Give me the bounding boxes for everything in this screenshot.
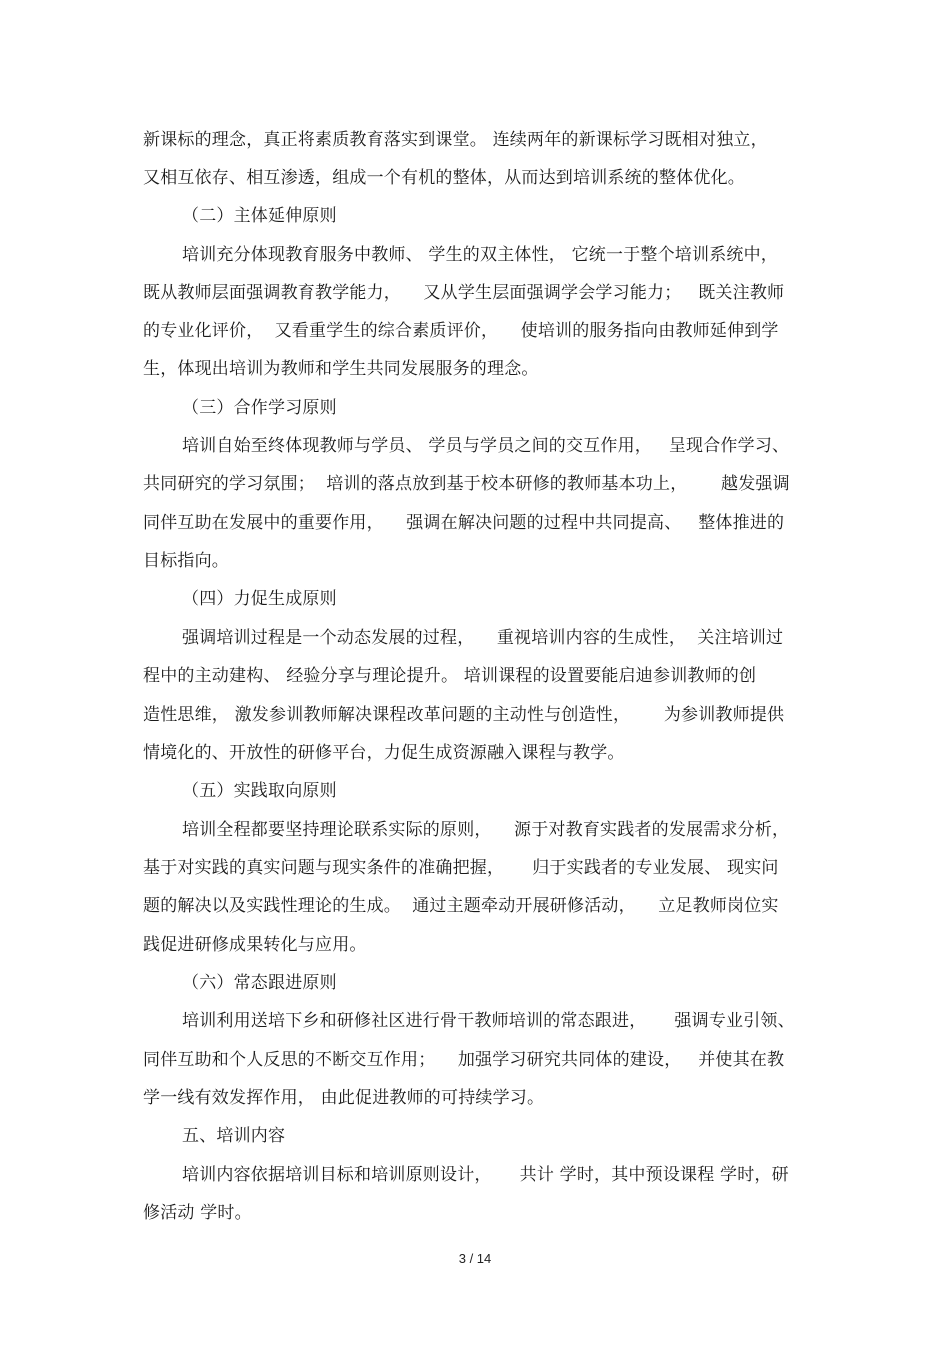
line-11: 同伴互助在发展中的重要作用， 强调在解决问题的过程中共同提高、 整体推进的 xyxy=(143,513,785,533)
line-20: 基于对实践的真实问题与现实条件的准确把握， 归于实践者的专业发展、 现实问 xyxy=(143,858,779,878)
line-16: 造性思维， 激发参训教师解决课程改革问题的主动性与创造性， 为参训教师提供 xyxy=(143,705,785,725)
line-26: 学一线有效发挥作用， 由此促进教师的可持续学习。 xyxy=(143,1088,545,1108)
line-14: 强调培训过程是一个动态发展的过程， 重视培训内容的生成性， 关注培训过 xyxy=(182,628,784,648)
line-12: 目标指向。 xyxy=(143,551,229,571)
heading-normal-follow-up: （六）常态跟进原则 xyxy=(182,973,337,993)
line-06: 的专业化评价， 又看重学生的综合素质评价， 使培训的服务指向由教师延伸到学 xyxy=(143,321,779,341)
heading-practice-orientation: （五）实践取向原则 xyxy=(182,781,337,801)
line-02: 又相互依存、相互渗透，组成一个有机的整体，从而达到培训系统的整体优化。 xyxy=(143,168,745,188)
page-number: 3 / 14 xyxy=(458,1251,492,1266)
heading-promote-generation: （四）力促生成原则 xyxy=(182,589,337,609)
line-29: 修活动 学时。 xyxy=(143,1203,252,1223)
line-15: 程中的主动建构、 经验分享与理论提升。 培训课程的设置要能启迪参训教师的创 xyxy=(143,666,757,686)
line-28: 培训内容依据培训目标和培训原则设计， 共计 学时，其中预设课程 学时，研 xyxy=(182,1165,789,1185)
section-heading-training-content: 五、培训内容 xyxy=(182,1126,286,1146)
line-17: 情境化的、开放性的研修平台，力促生成资源融入课程与教学。 xyxy=(143,743,625,763)
line-25: 同伴互助和个人反思的不断交互作用； 加强学习研究共同体的建设， 并使其在教 xyxy=(143,1050,785,1070)
line-07: 生，体现出培训为教师和学生共同发展服务的理念。 xyxy=(143,359,539,379)
line-24: 培训利用送培下乡和研修社区进行骨干教师培训的常态跟进， 强调专业引领、 xyxy=(182,1011,795,1031)
heading-cooperative-learning: （三）合作学习原则 xyxy=(182,398,337,418)
heading-subject-extension: （二）主体延伸原则 xyxy=(182,206,337,226)
line-05: 既从教师层面强调教育教学能力， 又从学生层面强调学会学习能力； 既关注教师 xyxy=(143,283,785,303)
line-22: 践促进研修成果转化与应用。 xyxy=(143,935,367,955)
line-10: 共同研究的学习氛围； 培训的落点放到基于校本研修的教师基本功上， 越发强调 xyxy=(143,474,790,494)
line-09: 培训自始至终体现教师与学员、 学员与学员之间的交互作用， 呈现合作学习、 xyxy=(182,436,790,456)
line-19: 培训全程都要坚持理论联系实际的原则， 源于对教育实践者的发展需求分析， xyxy=(182,820,790,840)
line-01: 新课标的理念，真正将素质教育落实到课堂。 连续两年的新课标学习既相对独立， xyxy=(143,130,768,150)
line-04: 培训充分体现教育服务中教师、 学生的双主体性， 它统一于整个培训系统中， xyxy=(182,245,779,265)
line-21: 题的解决以及实践性理论的生成。 通过主题牵动开展研修活动， 立足教师岗位实 xyxy=(143,896,779,916)
